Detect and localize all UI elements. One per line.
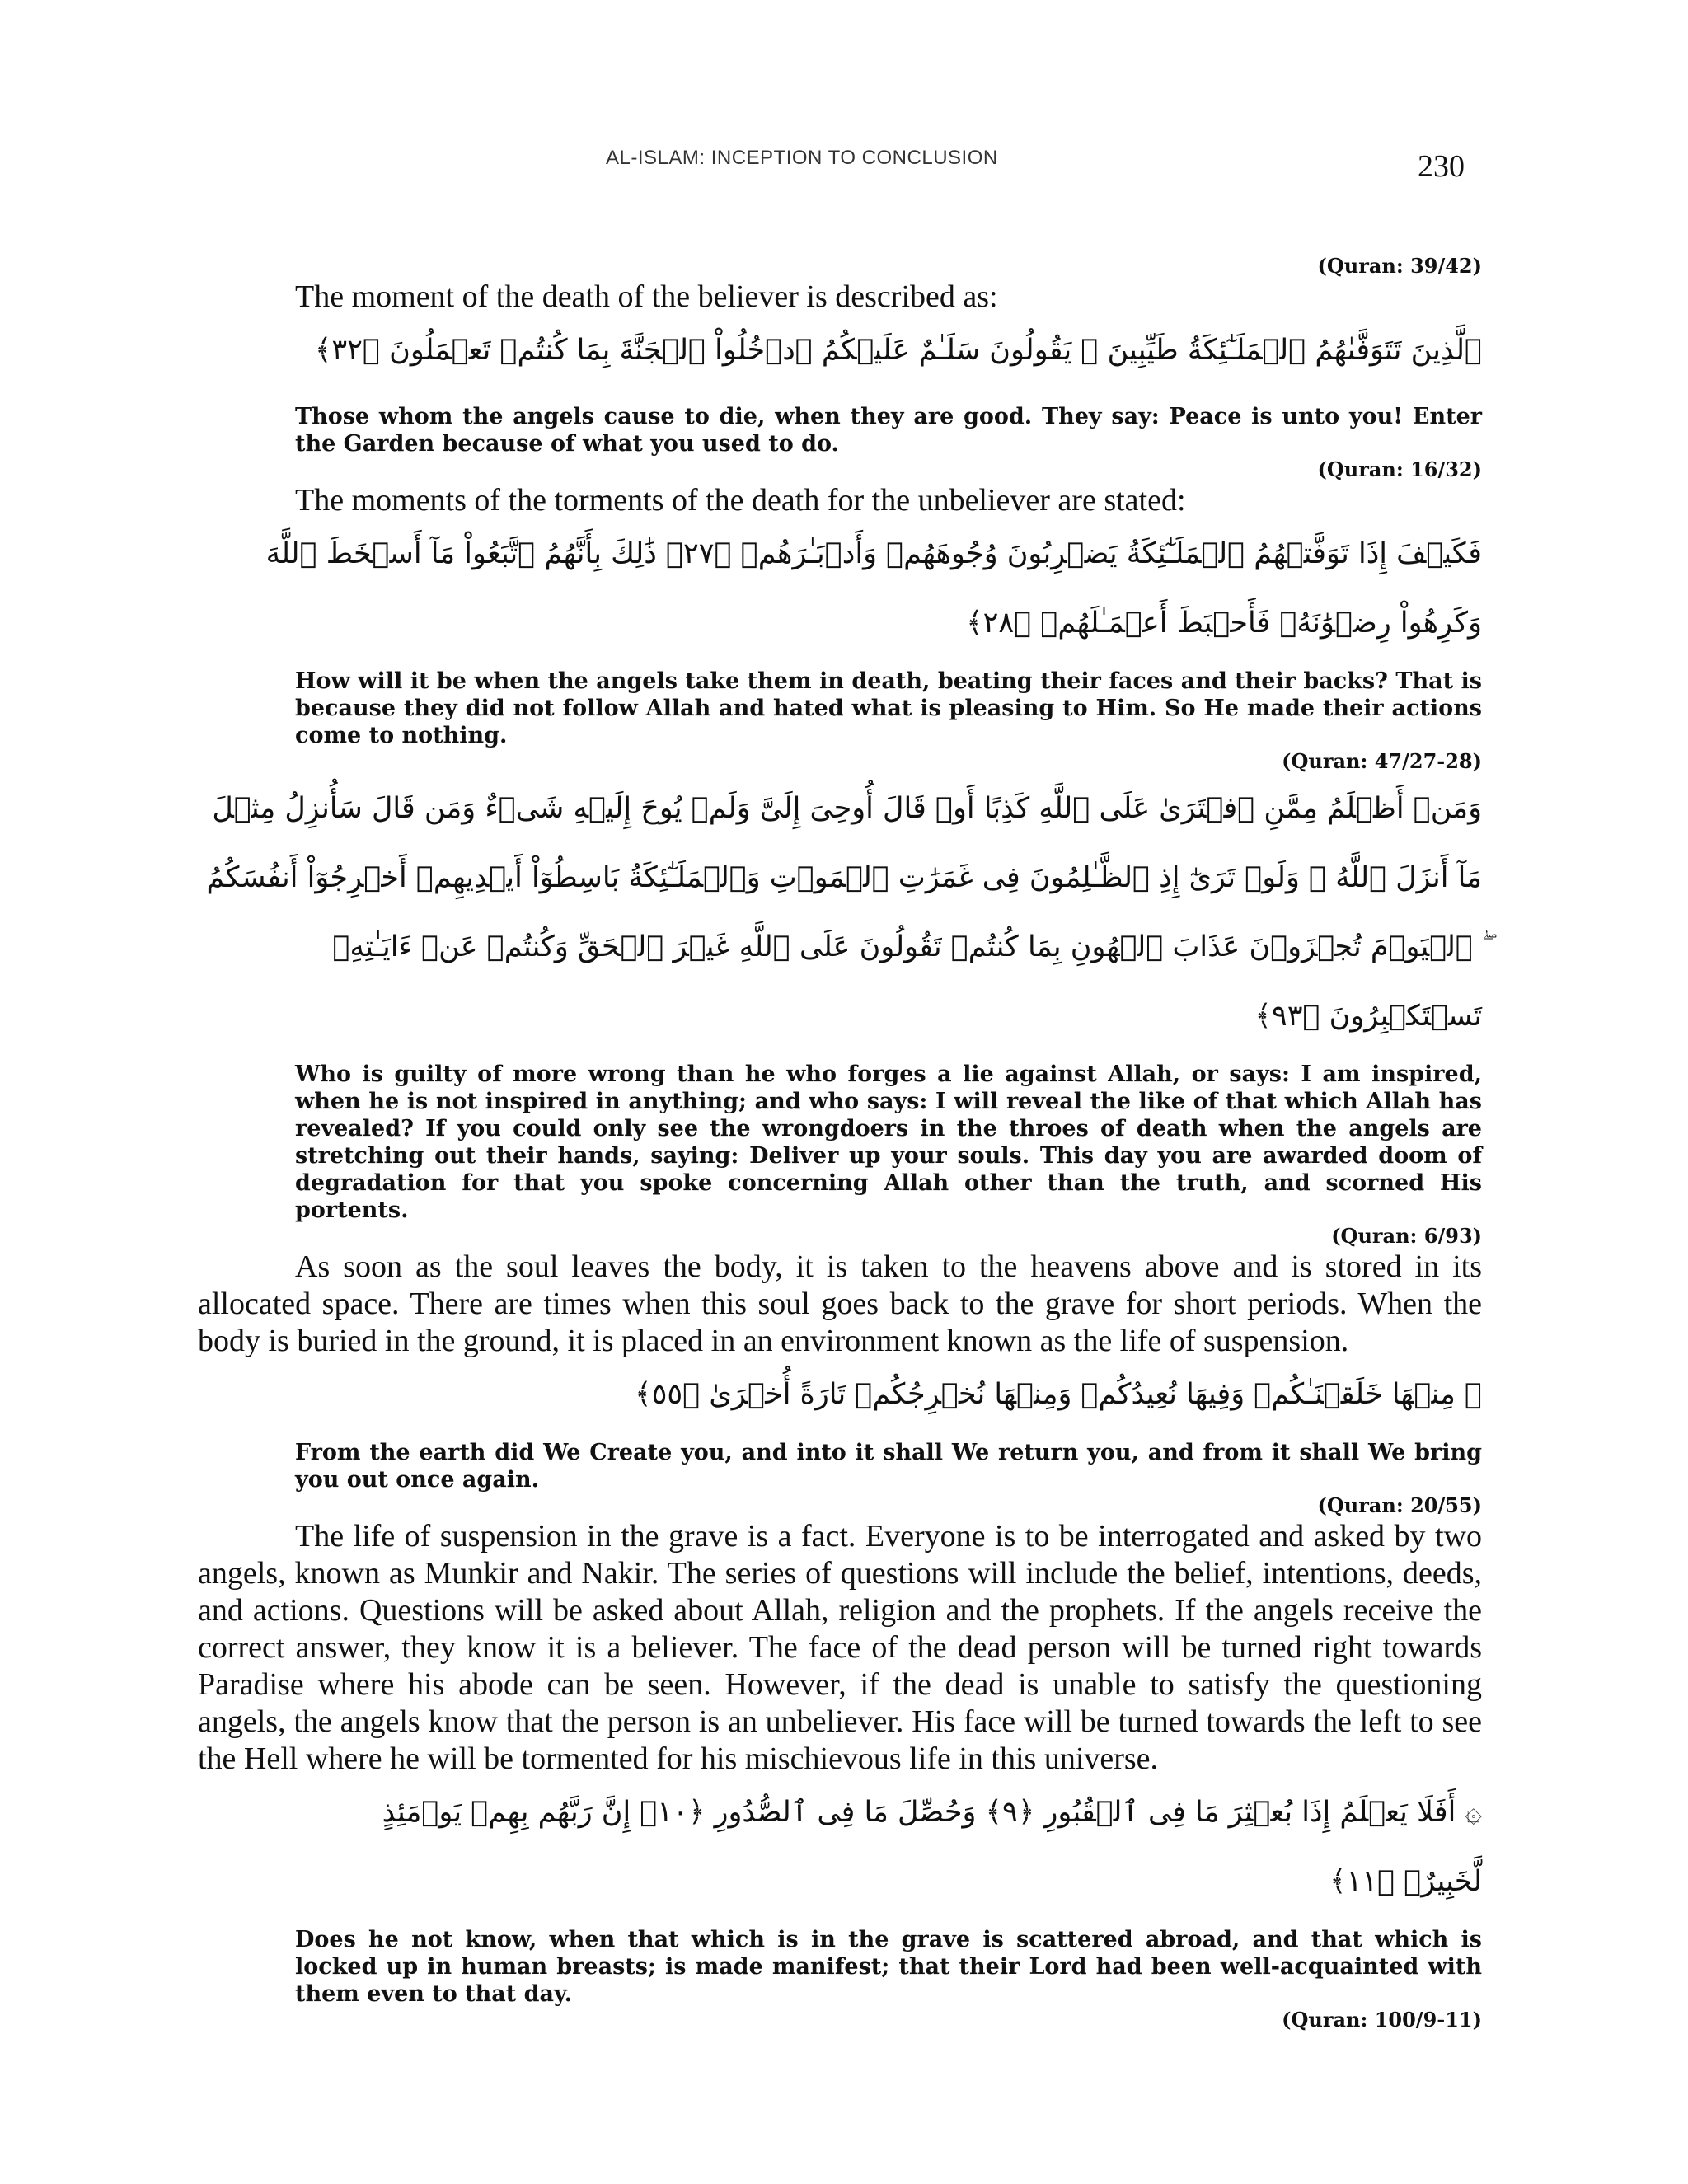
verse-translation: Does he not know, when that which is in the grave is scattered abroad, and that which is locked up in human breasts; is made manifest; that their Lord had been well-acquainted with them even to that day. <box>295 1927 1482 2007</box>
body-paragraph: The life of suspension in the grave is a fact. Everyone is to be interrogated and asked by two angels, known as Munkir and Nakir. The series of questions will include the belief, intentions, deeds, and actions. Questions will be asked about Allah, religion and the prophets. If the angels receive the correct answer, they know it is a believer. The face of the dead person will be turned right towards Paradise where his abode can be seen. However, if the dead is unable to satisfy the questioning angels, the angels know that the person is an unbeliever. His face will be turned towards the left to see the Hell where he will be tormented for his mischievous life in this universe. <box>198 1519 1482 1776</box>
body-paragraph: The moment of the death of the believer is described as: <box>295 279 998 314</box>
verse-translation: Those whom the angels cause to die, when they are good. They say: Peace is unto you! Enter the Garden because of what you used to do. <box>295 404 1482 457</box>
arabic-verse: فَكَيۡفَ إِذَا تَوَفَّتۡهُمُ ٱلۡمَلَـٰٓئِكَةُ يَضۡرِبُونَ وُجُوهَهُمۡ وَأَدۡبَـٰرَهُمۡ ﴿٢٧﴾ ذَٰلِكَ بِأَنَّهُمُ ٱتَّبَعُواْ مَآ أَسۡخَطَ ٱللَّهَ وَكَرِهُواْ رِضۡوَٰنَهُۥ فَأَحۡبَطَ أَعۡمَـٰلَهُمۡ ﴿٢٨﴾ <box>265 537 1482 640</box>
quran-reference: (Quran: 39/42) <box>1317 254 1482 278</box>
quran-reference: (Quran: 47/27-28) <box>1282 749 1482 773</box>
quran-reference: (Quran: 100/9-11) <box>1282 2008 1482 2032</box>
verse-translation: From the earth did We Create you, and into it shall We return you, and from it shall We bring you out once again. <box>295 1440 1482 1493</box>
page-number: 230 <box>1418 149 1465 184</box>
arabic-verse: ۞ أَفَلَا يَعۡلَمُ إِذَا بُعۡثِرَ مَا فِى ٱلۡقُبُورِ ﴿٩﴾ وَحُصِّلَ مَا فِى ٱلصُّدُورِ ﴿١٠﴾ إِنَّ رَبَّهُم بِهِمۡ يَوۡمَئِذٍ لَّخَبِيرٌۢ ﴿١١﴾ <box>382 1796 1482 1898</box>
arabic-verse: وَمَنۡ أَظۡلَمُ مِمَّنِ ٱفۡتَرَىٰ عَلَى ٱللَّهِ كَذِبًا أَوۡ قَالَ أُوحِىَ إِلَىَّ وَلَمۡ يُوحَ إِلَيۡهِ شَىۡءٌ وَمَن قَالَ سَأُنزِلُ مِثۡلَ مَآ أَنزَلَ ٱللَّهُ ۗ وَلَوۡ تَرَىٰٓ إِذِ ٱلظَّـٰلِمُونَ فِى غَمَرَٰتِ ٱلۡمَوۡتِ وَٱلۡمَلَـٰٓئِكَةُ بَاسِطُوٓاْ أَيۡدِيهِمۡ أَخۡرِجُوٓاْ أَنفُسَكُمُ ۖ ٱلۡيَوۡمَ تُجۡزَوۡنَ عَذَابَ ٱلۡهُونِ بِمَا كُنتُمۡ تَقُولُونَ عَلَى ٱللَّهِ غَيۡرَ ٱلۡحَقِّ وَكُنتُمۡ عَنۡ ءَايَـٰتِهِۦ تَسۡتَكۡبِرُونَ ﴿٩٣﴾ <box>206 792 1482 1033</box>
verse-translation: Who is guilty of more wrong than he who forges a lie against Allah, or says: I am inspired, when he is not inspired in anything; and who says: I will reveal the like of that which Allah has revealed? If you could only see the wrongdoers in the throes of death when the angels are stretching out their hands, saying: Deliver up your souls. This day you are awarded doom of degradation for that you spoke concerning Allah other than the truth, and scorned His portents. <box>295 1062 1482 1223</box>
arabic-verse: ٱلَّذِينَ تَتَوَفَّىٰهُمُ ٱلۡمَلَـٰٓئِكَةُ طَيِّبِينَ ۙ يَقُولُونَ سَلَـٰمٌ عَلَيۡكُمُ ٱدۡخُلُواْ ٱلۡجَنَّةَ بِمَا كُنتُمۡ تَعۡمَلُونَ ﴿٣٢﴾ <box>314 334 1482 367</box>
body-paragraph: The moments of the torments of the death for the unbeliever are stated: <box>295 483 1186 518</box>
quran-reference: (Quran: 16/32) <box>1317 457 1482 481</box>
quran-reference: (Quran: 20/55) <box>1317 1493 1482 1517</box>
arabic-verse: ۞ مِنۡهَا خَلَقۡنَـٰكُمۡ وَفِيهَا نُعِيدُكُمۡ وَمِنۡهَا نُخۡرِجُكُمۡ تَارَةً أُخۡرَىٰ ﴿٥٥﴾ <box>635 1378 1482 1411</box>
verse-translation: How will it be when the angels take them in death, beating their faces and their backs? That is because they did not follow Allah and hated what is pleasing to Him. So He made their actions come to nothing. <box>295 668 1482 748</box>
page-body <box>198 254 1482 2032</box>
quran-reference: (Quran: 6/93) <box>1331 1224 1482 1248</box>
running-title: AL-ISLAM: INCEPTION TO CONCLUSION <box>606 147 998 169</box>
body-paragraph: As soon as the soul leaves the body, it is taken to the heavens above and is stored in its allocated space. There are times when this soul goes back to the grave for short periods. When the body is buried in the ground, it is placed in an environment known as the life of suspension. <box>198 1249 1482 1358</box>
